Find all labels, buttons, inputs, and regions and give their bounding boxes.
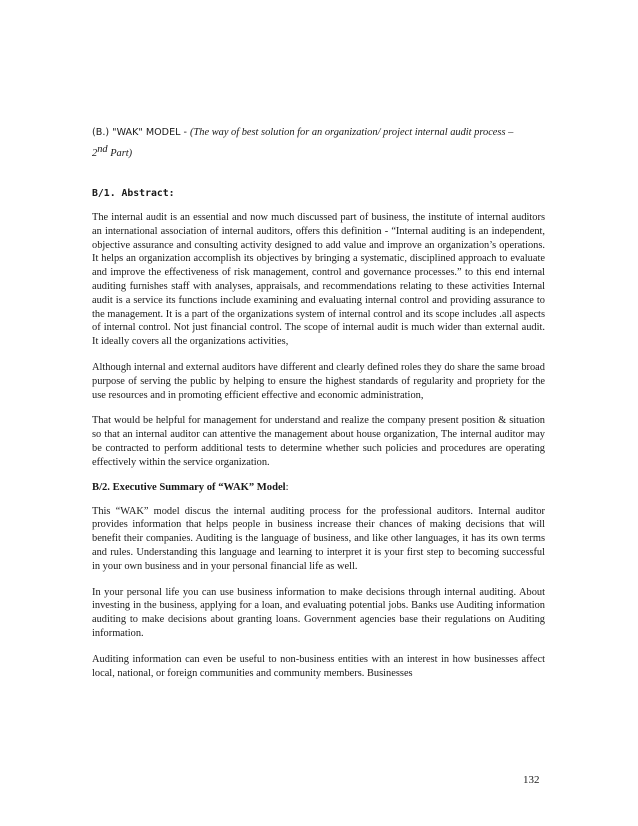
summary-title-text: B/2. Executive Summary of “WAK” Model bbox=[92, 481, 286, 493]
summary-paragraph-3: Auditing information can even be useful to non-business entities with an interest in how businesses affect local, national, or foreign communities and community members. Businesses bbox=[92, 653, 545, 679]
abstract-paragraph-1: The internal audit is an essential and now much discussed part of business, the institute of internal auditors an international association of internal auditors, offers this definition - “Internal auditing is an independent, objective assurance and consulting activity designed to add value and improve an organization’s operations. It helps an organization accomplish its objectives by bringing a systematic, disciplined approach to evaluate and improve the effectiveness of risk management, control and governance processes.” to this end internal auditing furnishes staff with analyses, appraisals, and recommendations relating to these activities Internal audit is a service its functions include examining and evaluating internal control and providing assurance to the management. It is a part of the organizations system of internal control and its scope includes .all aspects of internal control. Not just financial control. The scope of internal audit is much wider than external audit. It ideally covers all the organizations activities, bbox=[92, 212, 545, 348]
heading-italic: (The way of best solution for an organization/ project internal audit process – bbox=[190, 127, 514, 138]
summary-title bbox=[92, 482, 545, 493]
summary-paragraph-1: This “WAK” model discus the internal auditing process for the professional auditors. Internal auditor provides information that helps people in business increase their chances of making decisions that will benefit their companies. Auditing is the language of business, and like other languages, it has its own terms and rules. Understanding this language and learning to interpret it is your first step to becoming successful in your own business and in your personal financial life as well. bbox=[92, 505, 545, 572]
document-subheading bbox=[92, 141, 545, 162]
heading-prefix: (B.) "WAK" MODEL - bbox=[92, 127, 191, 138]
page-number: 132 bbox=[523, 774, 540, 786]
document-heading bbox=[92, 124, 545, 141]
subheading-sup: nd bbox=[97, 144, 108, 155]
subheading-number: 2 bbox=[92, 148, 98, 159]
summary-paragraph-2: In your personal life you can use business information to make decisions through internal auditing. About investing in the business, applying for a loan, and evaluating potential jobs. Banks use Auditing information auditing to make decisions about granting loans. Government agencies base their regulations on Auditing information. bbox=[92, 586, 545, 639]
summary-title-suffix: : bbox=[285, 481, 289, 493]
document-page bbox=[92, 124, 545, 692]
subheading-rest: Part) bbox=[107, 148, 133, 159]
abstract-title: B/1. Abstract: bbox=[92, 188, 175, 199]
abstract-paragraph-2: Although internal and external auditors have different and clearly defined roles they do share the same broad purpose of serving the public by helping to ensure the highest standards of regularity and propriety for the use resources and in promoting efficient effective and economic administration, bbox=[92, 361, 545, 401]
abstract-paragraph-3: That would be helpful for management for understand and realize the company present position & situation so that an internal auditor can attentive the management about house organization, The internal auditor may be contracted to perform additional tests to determine whether such policies and procedures are operating effectively within the service organization. bbox=[92, 415, 545, 468]
